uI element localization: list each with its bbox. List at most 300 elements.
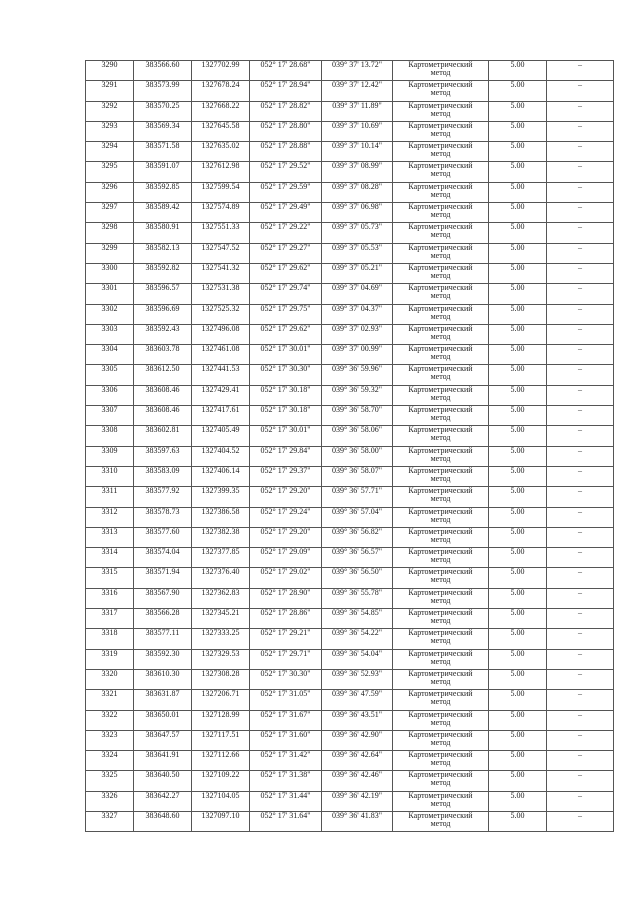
method-line1: Картометрический bbox=[408, 791, 473, 800]
table-row bbox=[86, 669, 614, 689]
method-line1: Картометрический bbox=[408, 243, 473, 252]
method-cell bbox=[393, 284, 489, 304]
accuracy-cell: 5.00 bbox=[489, 710, 547, 730]
accuracy-cell: 5.00 bbox=[489, 61, 547, 81]
y-coordinate-cell: 1327531.38 bbox=[192, 284, 250, 304]
latitude-cell: 052° 17' 29.21" bbox=[250, 629, 322, 649]
method-line1: Картометрический bbox=[408, 425, 473, 435]
y-coordinate-cell: 1327635.02 bbox=[192, 142, 250, 162]
accuracy-cell: 5.00 bbox=[489, 263, 547, 283]
y-coordinate-cell: 1327112.66 bbox=[192, 751, 250, 771]
y-coordinate-cell: 1327104.05 bbox=[192, 791, 250, 811]
latitude-cell: 052° 17' 29.20" bbox=[250, 527, 322, 547]
table-body bbox=[86, 61, 614, 832]
latitude-cell: 052° 17' 30.18" bbox=[250, 406, 322, 426]
method-line2: метод bbox=[430, 108, 451, 118]
note-cell: – bbox=[547, 81, 614, 101]
note-cell: – bbox=[547, 669, 614, 689]
accuracy-cell: 5.00 bbox=[489, 609, 547, 629]
accuracy-cell: 5.00 bbox=[489, 406, 547, 426]
x-coordinate-cell: 383580.91 bbox=[134, 223, 192, 243]
note-cell: – bbox=[547, 203, 614, 223]
table-row bbox=[86, 406, 614, 426]
point-number-cell: 3327 bbox=[86, 811, 134, 831]
method-cell bbox=[393, 669, 489, 689]
latitude-cell: 052° 17' 29.62" bbox=[250, 324, 322, 344]
method-line1: Картометрический bbox=[408, 202, 473, 212]
method-cell bbox=[393, 730, 489, 750]
table-row bbox=[86, 811, 614, 831]
table-row bbox=[86, 649, 614, 669]
note-cell: – bbox=[547, 284, 614, 304]
note-cell: – bbox=[547, 548, 614, 568]
longitude-cell: 039° 37' 08.28" bbox=[322, 182, 393, 202]
longitude-cell: 039° 36' 47.59" bbox=[322, 690, 393, 710]
point-number-cell: 3304 bbox=[86, 345, 134, 365]
method-line1: Картометрический bbox=[408, 588, 473, 597]
method-cell bbox=[393, 609, 489, 629]
method-line1: Картометрический bbox=[408, 60, 473, 69]
method-line2: метод bbox=[430, 149, 451, 159]
method-cell bbox=[393, 487, 489, 507]
method-cell bbox=[393, 81, 489, 101]
latitude-cell: 052° 17' 29.24" bbox=[250, 507, 322, 527]
accuracy-cell: 5.00 bbox=[489, 507, 547, 527]
x-coordinate-cell: 383589.42 bbox=[134, 203, 192, 223]
method-line2: метод bbox=[430, 453, 451, 463]
table-row bbox=[86, 121, 614, 141]
accuracy-cell: 5.00 bbox=[489, 284, 547, 304]
latitude-cell: 052° 17' 28.80" bbox=[250, 121, 322, 141]
x-coordinate-cell: 383566.60 bbox=[134, 61, 192, 81]
y-coordinate-cell: 1327668.22 bbox=[192, 101, 250, 121]
method-line2: метод bbox=[430, 818, 451, 828]
point-number-cell: 3291 bbox=[86, 81, 134, 101]
method-cell bbox=[393, 649, 489, 669]
method-cell bbox=[393, 365, 489, 385]
method-line1: Картометрический bbox=[408, 182, 473, 191]
longitude-cell: 039° 37' 08.99" bbox=[322, 162, 393, 182]
accuracy-cell: 5.00 bbox=[489, 791, 547, 811]
y-coordinate-cell: 1327417.61 bbox=[192, 406, 250, 426]
method-cell bbox=[393, 203, 489, 223]
method-cell bbox=[393, 507, 489, 527]
accuracy-cell: 5.00 bbox=[489, 466, 547, 486]
note-cell: – bbox=[547, 771, 614, 791]
method-line1: Картометрический bbox=[408, 324, 473, 333]
accuracy-cell: 5.00 bbox=[489, 771, 547, 791]
method-line1: Картометрический bbox=[408, 466, 473, 475]
note-cell: – bbox=[547, 507, 614, 527]
x-coordinate-cell: 383640.50 bbox=[134, 771, 192, 791]
accuracy-cell: 5.00 bbox=[489, 446, 547, 466]
latitude-cell: 052° 17' 31.44" bbox=[250, 791, 322, 811]
latitude-cell: 052° 17' 29.52" bbox=[250, 162, 322, 182]
x-coordinate-cell: 383597.63 bbox=[134, 446, 192, 466]
method-cell bbox=[393, 406, 489, 426]
method-cell bbox=[393, 304, 489, 324]
x-coordinate-cell: 383596.69 bbox=[134, 304, 192, 324]
method-line1: Картометрический bbox=[408, 405, 473, 415]
latitude-cell: 052° 17' 31.67" bbox=[250, 710, 322, 730]
method-line2: метод bbox=[430, 494, 451, 504]
point-number-cell: 3299 bbox=[86, 243, 134, 263]
accuracy-cell: 5.00 bbox=[489, 385, 547, 405]
y-coordinate-cell: 1327362.83 bbox=[192, 588, 250, 608]
latitude-cell: 052° 17' 28.86" bbox=[250, 609, 322, 629]
method-cell bbox=[393, 426, 489, 446]
method-line2: метод bbox=[430, 250, 451, 260]
method-line2: метод bbox=[430, 270, 451, 280]
x-coordinate-cell: 383574.04 bbox=[134, 548, 192, 568]
point-number-cell: 3312 bbox=[86, 507, 134, 527]
method-line2: метод bbox=[430, 352, 451, 362]
note-cell: – bbox=[547, 304, 614, 324]
point-number-cell: 3311 bbox=[86, 487, 134, 507]
point-number-cell: 3297 bbox=[86, 203, 134, 223]
table-row bbox=[86, 690, 614, 710]
method-line2: метод bbox=[430, 514, 451, 524]
method-line1: Картометрический bbox=[408, 283, 473, 293]
method-cell bbox=[393, 385, 489, 405]
y-coordinate-cell: 1327461.08 bbox=[192, 345, 250, 365]
method-line2: метод bbox=[430, 778, 451, 788]
accuracy-cell: 5.00 bbox=[489, 304, 547, 324]
latitude-cell: 052° 17' 29.49" bbox=[250, 203, 322, 223]
x-coordinate-cell: 383577.92 bbox=[134, 487, 192, 507]
table-row bbox=[86, 771, 614, 791]
method-line2: метод bbox=[430, 798, 451, 808]
longitude-cell: 039° 36' 52.93" bbox=[322, 669, 393, 689]
table-row bbox=[86, 385, 614, 405]
table-row bbox=[86, 527, 614, 547]
note-cell: – bbox=[547, 690, 614, 710]
point-number-cell: 3290 bbox=[86, 61, 134, 81]
longitude-cell: 039° 36' 57.71" bbox=[322, 487, 393, 507]
y-coordinate-cell: 1327441.53 bbox=[192, 365, 250, 385]
method-cell bbox=[393, 791, 489, 811]
y-coordinate-cell: 1327678.24 bbox=[192, 81, 250, 101]
y-coordinate-cell: 1327386.58 bbox=[192, 507, 250, 527]
method-line2: метод bbox=[430, 656, 451, 666]
method-line1: Картометрический bbox=[408, 344, 473, 354]
x-coordinate-cell: 383610.30 bbox=[134, 669, 192, 689]
method-cell bbox=[393, 690, 489, 710]
point-number-cell: 3320 bbox=[86, 669, 134, 689]
x-coordinate-cell: 383567.90 bbox=[134, 588, 192, 608]
point-number-cell: 3294 bbox=[86, 142, 134, 162]
method-line1: Картометрический bbox=[408, 649, 473, 658]
x-coordinate-cell: 383566.28 bbox=[134, 609, 192, 629]
point-number-cell: 3318 bbox=[86, 629, 134, 649]
method-line1: Картометрический bbox=[408, 547, 473, 557]
point-number-cell: 3315 bbox=[86, 568, 134, 588]
longitude-cell: 039° 37' 12.42" bbox=[322, 81, 393, 101]
method-line2: метод bbox=[430, 413, 451, 423]
method-line1: Картометрический bbox=[408, 364, 473, 374]
longitude-cell: 039° 36' 54.85" bbox=[322, 609, 393, 629]
table-row bbox=[86, 304, 614, 324]
point-number-cell: 3309 bbox=[86, 446, 134, 466]
document-page bbox=[85, 60, 605, 832]
method-cell bbox=[393, 811, 489, 831]
longitude-cell: 039° 36' 58.70" bbox=[322, 406, 393, 426]
table-row bbox=[86, 426, 614, 446]
longitude-cell: 039° 37' 04.69" bbox=[322, 284, 393, 304]
longitude-cell: 039° 36' 55.78" bbox=[322, 588, 393, 608]
x-coordinate-cell: 383642.27 bbox=[134, 791, 192, 811]
y-coordinate-cell: 1327429.41 bbox=[192, 385, 250, 405]
method-cell bbox=[393, 548, 489, 568]
method-line2: метод bbox=[430, 433, 451, 443]
point-number-cell: 3323 bbox=[86, 730, 134, 750]
x-coordinate-cell: 383596.57 bbox=[134, 284, 192, 304]
latitude-cell: 052° 17' 29.75" bbox=[250, 304, 322, 324]
accuracy-cell: 5.00 bbox=[489, 629, 547, 649]
latitude-cell: 052° 17' 31.42" bbox=[250, 751, 322, 771]
method-line2: метод bbox=[430, 555, 451, 565]
x-coordinate-cell: 383569.34 bbox=[134, 121, 192, 141]
method-line2: метод bbox=[430, 676, 451, 686]
table-row bbox=[86, 263, 614, 283]
accuracy-cell: 5.00 bbox=[489, 527, 547, 547]
table-row bbox=[86, 345, 614, 365]
accuracy-cell: 5.00 bbox=[489, 751, 547, 771]
accuracy-cell: 5.00 bbox=[489, 203, 547, 223]
accuracy-cell: 5.00 bbox=[489, 142, 547, 162]
latitude-cell: 052° 17' 30.01" bbox=[250, 426, 322, 446]
method-line1: Картометрический bbox=[408, 446, 473, 455]
latitude-cell: 052° 17' 31.64" bbox=[250, 811, 322, 831]
y-coordinate-cell: 1327612.98 bbox=[192, 162, 250, 182]
accuracy-cell: 5.00 bbox=[489, 223, 547, 243]
method-cell bbox=[393, 588, 489, 608]
y-coordinate-cell: 1327525.32 bbox=[192, 304, 250, 324]
longitude-cell: 039° 36' 59.96" bbox=[322, 365, 393, 385]
method-line1: Картометрический bbox=[408, 608, 473, 618]
latitude-cell: 052° 17' 29.59" bbox=[250, 182, 322, 202]
y-coordinate-cell: 1327702.99 bbox=[192, 61, 250, 81]
longitude-cell: 039° 36' 54.22" bbox=[322, 629, 393, 649]
x-coordinate-cell: 383571.94 bbox=[134, 568, 192, 588]
longitude-cell: 039° 36' 56.57" bbox=[322, 548, 393, 568]
y-coordinate-cell: 1327308.28 bbox=[192, 669, 250, 689]
method-line1: Картометрический bbox=[408, 689, 473, 699]
table-row bbox=[86, 365, 614, 385]
method-cell bbox=[393, 324, 489, 344]
note-cell: – bbox=[547, 446, 614, 466]
method-cell bbox=[393, 771, 489, 791]
longitude-cell: 039° 36' 56.82" bbox=[322, 527, 393, 547]
y-coordinate-cell: 1327547.52 bbox=[192, 243, 250, 263]
method-line2: метод bbox=[430, 230, 451, 240]
point-number-cell: 3322 bbox=[86, 710, 134, 730]
point-number-cell: 3326 bbox=[86, 791, 134, 811]
table-row bbox=[86, 466, 614, 486]
point-number-cell: 3296 bbox=[86, 182, 134, 202]
table-row bbox=[86, 284, 614, 304]
table-row bbox=[86, 487, 614, 507]
point-number-cell: 3302 bbox=[86, 304, 134, 324]
point-number-cell: 3303 bbox=[86, 324, 134, 344]
latitude-cell: 052° 17' 29.37" bbox=[250, 466, 322, 486]
y-coordinate-cell: 1327376.40 bbox=[192, 568, 250, 588]
latitude-cell: 052° 17' 28.82" bbox=[250, 101, 322, 121]
accuracy-cell: 5.00 bbox=[489, 426, 547, 446]
method-cell bbox=[393, 466, 489, 486]
method-line1: Картометрический bbox=[408, 304, 473, 313]
accuracy-cell: 5.00 bbox=[489, 121, 547, 141]
x-coordinate-cell: 383573.99 bbox=[134, 81, 192, 101]
method-line1: Картометрический bbox=[408, 730, 473, 739]
method-cell bbox=[393, 629, 489, 649]
point-number-cell: 3310 bbox=[86, 466, 134, 486]
longitude-cell: 039° 36' 42.90" bbox=[322, 730, 393, 750]
note-cell: – bbox=[547, 385, 614, 405]
method-cell bbox=[393, 568, 489, 588]
method-cell bbox=[393, 710, 489, 730]
accuracy-cell: 5.00 bbox=[489, 324, 547, 344]
method-line1: Картометрический bbox=[408, 121, 473, 130]
longitude-cell: 039° 36' 57.04" bbox=[322, 507, 393, 527]
point-number-cell: 3306 bbox=[86, 385, 134, 405]
method-cell bbox=[393, 345, 489, 365]
note-cell: – bbox=[547, 243, 614, 263]
point-number-cell: 3324 bbox=[86, 751, 134, 771]
x-coordinate-cell: 383648.60 bbox=[134, 811, 192, 831]
latitude-cell: 052° 17' 29.71" bbox=[250, 649, 322, 669]
latitude-cell: 052° 17' 29.20" bbox=[250, 487, 322, 507]
point-number-cell: 3313 bbox=[86, 527, 134, 547]
note-cell: – bbox=[547, 426, 614, 446]
method-line2: метод bbox=[430, 189, 451, 199]
accuracy-cell: 5.00 bbox=[489, 568, 547, 588]
method-line2: метод bbox=[430, 392, 451, 402]
x-coordinate-cell: 383582.13 bbox=[134, 243, 192, 263]
x-coordinate-cell: 383641.91 bbox=[134, 751, 192, 771]
latitude-cell: 052° 17' 28.90" bbox=[250, 588, 322, 608]
method-cell bbox=[393, 446, 489, 466]
latitude-cell: 052° 17' 30.30" bbox=[250, 669, 322, 689]
latitude-cell: 052° 17' 29.27" bbox=[250, 243, 322, 263]
accuracy-cell: 5.00 bbox=[489, 730, 547, 750]
latitude-cell: 052° 17' 28.94" bbox=[250, 81, 322, 101]
longitude-cell: 039° 37' 13.72" bbox=[322, 61, 393, 81]
latitude-cell: 052° 17' 29.22" bbox=[250, 223, 322, 243]
method-cell bbox=[393, 142, 489, 162]
table-row bbox=[86, 101, 614, 121]
x-coordinate-cell: 383592.30 bbox=[134, 649, 192, 669]
y-coordinate-cell: 1327551.33 bbox=[192, 223, 250, 243]
method-line1: Картометрический bbox=[408, 263, 473, 272]
latitude-cell: 052° 17' 31.60" bbox=[250, 730, 322, 750]
longitude-cell: 039° 36' 58.07" bbox=[322, 466, 393, 486]
note-cell: – bbox=[547, 629, 614, 649]
latitude-cell: 052° 17' 30.18" bbox=[250, 385, 322, 405]
x-coordinate-cell: 383592.43 bbox=[134, 324, 192, 344]
table-row bbox=[86, 710, 614, 730]
method-line2: метод bbox=[430, 697, 451, 707]
point-number-cell: 3319 bbox=[86, 649, 134, 669]
y-coordinate-cell: 1327599.54 bbox=[192, 182, 250, 202]
note-cell: – bbox=[547, 61, 614, 81]
note-cell: – bbox=[547, 609, 614, 629]
note-cell: – bbox=[547, 710, 614, 730]
accuracy-cell: 5.00 bbox=[489, 669, 547, 689]
table-row bbox=[86, 243, 614, 263]
table-row bbox=[86, 162, 614, 182]
accuracy-cell: 5.00 bbox=[489, 811, 547, 831]
y-coordinate-cell: 1327128.99 bbox=[192, 710, 250, 730]
method-line1: Картометрический bbox=[408, 80, 473, 90]
method-line1: Картометрический bbox=[408, 141, 473, 151]
accuracy-cell: 5.00 bbox=[489, 81, 547, 101]
note-cell: – bbox=[547, 487, 614, 507]
table-row bbox=[86, 548, 614, 568]
y-coordinate-cell: 1327404.52 bbox=[192, 446, 250, 466]
method-line1: Картометрический bbox=[408, 770, 473, 780]
note-cell: – bbox=[547, 406, 614, 426]
method-line2: метод bbox=[430, 372, 451, 382]
accuracy-cell: 5.00 bbox=[489, 243, 547, 263]
method-line1: Картометрический bbox=[408, 385, 473, 394]
y-coordinate-cell: 1327377.85 bbox=[192, 548, 250, 568]
method-line2: метод bbox=[430, 758, 451, 768]
accuracy-cell: 5.00 bbox=[489, 345, 547, 365]
table-row bbox=[86, 223, 614, 243]
method-line2: метод bbox=[430, 595, 451, 605]
note-cell: – bbox=[547, 527, 614, 547]
method-cell bbox=[393, 61, 489, 81]
method-line1: Картометрический bbox=[408, 750, 473, 760]
y-coordinate-cell: 1327097.10 bbox=[192, 811, 250, 831]
point-number-cell: 3307 bbox=[86, 406, 134, 426]
method-line1: Картометрический bbox=[408, 101, 473, 110]
accuracy-cell: 5.00 bbox=[489, 365, 547, 385]
note-cell: – bbox=[547, 466, 614, 486]
method-line1: Картометрический bbox=[408, 710, 473, 719]
longitude-cell: 039° 37' 04.37" bbox=[322, 304, 393, 324]
longitude-cell: 039° 36' 43.51" bbox=[322, 710, 393, 730]
point-number-cell: 3298 bbox=[86, 223, 134, 243]
table-row bbox=[86, 791, 614, 811]
method-line2: метод bbox=[430, 717, 451, 727]
note-cell: – bbox=[547, 101, 614, 121]
method-cell bbox=[393, 101, 489, 121]
y-coordinate-cell: 1327645.58 bbox=[192, 121, 250, 141]
y-coordinate-cell: 1327382.38 bbox=[192, 527, 250, 547]
accuracy-cell: 5.00 bbox=[489, 182, 547, 202]
method-line2: метод bbox=[430, 210, 451, 220]
longitude-cell: 039° 36' 59.32" bbox=[322, 385, 393, 405]
point-number-cell: 3301 bbox=[86, 284, 134, 304]
note-cell: – bbox=[547, 568, 614, 588]
method-cell bbox=[393, 182, 489, 202]
method-line2: метод bbox=[430, 88, 451, 98]
method-line2: метод bbox=[430, 575, 451, 585]
longitude-cell: 039° 37' 10.14" bbox=[322, 142, 393, 162]
x-coordinate-cell: 383608.46 bbox=[134, 385, 192, 405]
x-coordinate-cell: 383578.73 bbox=[134, 507, 192, 527]
table-row bbox=[86, 446, 614, 466]
method-line2: метод bbox=[430, 534, 451, 544]
x-coordinate-cell: 383591.07 bbox=[134, 162, 192, 182]
x-coordinate-cell: 383608.46 bbox=[134, 406, 192, 426]
method-line1: Картометрический bbox=[408, 222, 473, 232]
point-number-cell: 3314 bbox=[86, 548, 134, 568]
note-cell: – bbox=[547, 263, 614, 283]
y-coordinate-cell: 1327574.89 bbox=[192, 203, 250, 223]
